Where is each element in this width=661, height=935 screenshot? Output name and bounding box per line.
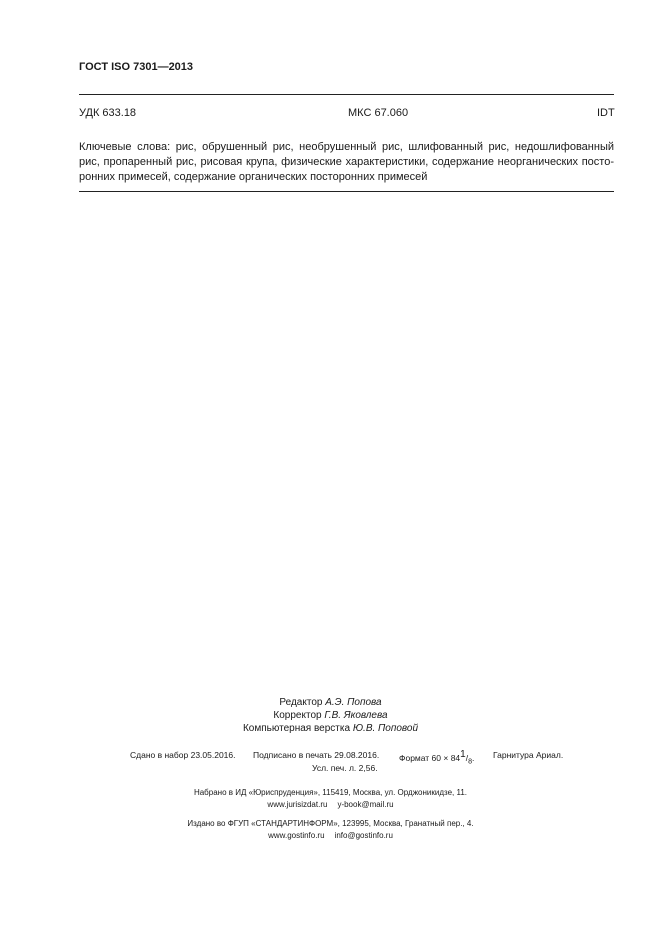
keywords-line-2: рис, пропаренный рис, рисовая крупа, физические характеристики, содержание неорганических посто- — [79, 156, 614, 168]
editor-name: А.Э. Попова — [325, 697, 382, 708]
layout-role: Компьютерная верстка — [242, 723, 351, 734]
imprint-font: Гарнитура Ариал. — [493, 750, 564, 760]
corrector-line — [0, 709, 661, 722]
imprint-signed: Подписано в печать 29.08.2016. — [253, 750, 380, 760]
imprint-submitted: Сдано в набор 23.05.2016. — [130, 750, 236, 760]
format-denominator: 8 — [468, 757, 473, 766]
printed-email-link[interactable]: info@gostinfo.ru — [334, 831, 393, 840]
corrector-role: Корректор — [273, 710, 322, 721]
corrector-name: Г.В. Яковлева — [324, 710, 388, 721]
layout-name: Ю.В. Поповой — [352, 723, 419, 734]
divider-bottom — [79, 191, 614, 192]
keywords-line-1: Ключевые слова: рис, обрушенный рис, необрушенный рис, шлифованный рис, недошлифованный — [79, 141, 614, 153]
typeset-line: Набрано в ИД «Юриспруденция», 115419, Москва, ул. Орджоникидзе, 11. — [193, 788, 468, 797]
credits-block — [0, 696, 661, 735]
imprint-sheets: Усл. печ. л. 2,56. — [312, 763, 378, 773]
typeset-email-link[interactable]: y-book@mail.ru — [337, 800, 394, 809]
typeset-block — [0, 787, 661, 811]
keywords-block — [79, 140, 614, 185]
printed-line: Издано во ФГУП «СТАНДАРТИНФОРМ», 123995, Москва, Гранатный пер., 4. — [187, 819, 474, 828]
printed-site-link[interactable]: www.gostinfo.ru — [268, 831, 325, 840]
editor-role: Редактор — [279, 697, 323, 708]
typeset-site-link[interactable]: www.jurisizdat.ru — [267, 800, 328, 809]
keywords-line-3: ронних примесей, содержание органических посторонних примесей — [79, 171, 428, 183]
mks-code: МКС 67.060 — [348, 107, 409, 119]
printed-contacts — [0, 830, 661, 842]
format-prefix: Формат 60 × 84 — [399, 752, 461, 763]
editor-line — [0, 696, 661, 709]
format-numerator: 1 — [460, 749, 466, 760]
layout-line — [0, 722, 661, 735]
divider-top — [79, 94, 614, 95]
typeset-contacts — [0, 799, 661, 811]
idt-label: IDT — [597, 107, 615, 119]
document-header: ГОСТ ISO 7301—2013 — [79, 61, 194, 73]
udk-code: УДК 633.18 — [79, 107, 137, 119]
imprint-format: Формат $60 \times 84^1/_8$. — [399, 749, 475, 766]
printed-block — [0, 818, 661, 842]
